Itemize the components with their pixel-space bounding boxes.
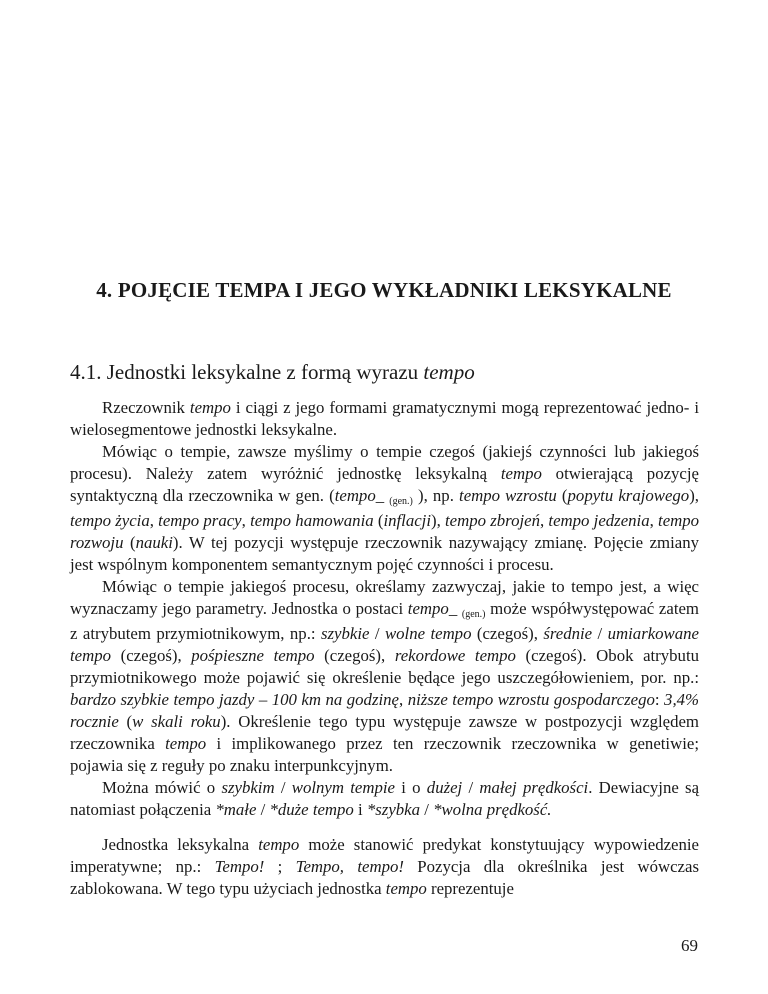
paragraph <box>70 777 699 821</box>
paragraph <box>70 397 699 441</box>
body-text <box>70 397 699 900</box>
italic-text: dużej <box>426 778 463 797</box>
text-run: , <box>241 511 251 530</box>
italic-text: nauki <box>135 533 173 552</box>
text-run: ). W tej pozycji występuje rzeczownik nazywający zmianę. Pojęcie zmiany jest wspólnym komponentem semantycznym pojęć czynności i procesu. <box>70 533 699 574</box>
italic-text: Tempo! <box>214 857 265 876</box>
italic-text: Tempo, tempo! <box>295 857 404 876</box>
text-run: Mówiąc o tempie, zawsze myślimy o tempie czegoś (jakiejś czynności lub jakiegoś procesu). Należy zatem wyróżnić jednostkę leksykalną <box>70 442 699 483</box>
italic-text: inflacji <box>383 511 431 530</box>
italic-text: tempo wzrostu <box>459 486 557 505</box>
paragraph <box>70 834 699 900</box>
italic-text: *duże tempo <box>269 800 354 819</box>
text-run: ( <box>118 712 133 731</box>
text-run: Można mówić o <box>102 778 222 797</box>
text-run: może stanowić predykat konstytuujący wypowiedzenie imperatywne; np.: <box>70 835 699 876</box>
italic-text: *wolna prędkość. <box>433 800 552 819</box>
italic-text: tempo <box>385 879 427 898</box>
italic-text: tempo <box>258 835 300 854</box>
italic-text: tempo jedzenia <box>548 511 650 530</box>
text-run: / <box>369 624 385 643</box>
text-run: _ <box>448 599 462 618</box>
section-title <box>70 360 475 385</box>
italic-text: tempo pracy <box>158 511 242 530</box>
text-run: ). Określenie tego typu występuje zawsze w postpozycji względem rzeczownika <box>70 712 699 753</box>
italic-text: *szybka <box>366 800 421 819</box>
text-run: Rzeczownik <box>102 398 190 417</box>
text-run: / <box>420 800 434 819</box>
text-run: Mówiąc o tempie jakiegoś procesu, określamy zazwyczaj, jakie to tempo jest, a więc wyznaczamy jego parametry. Jednostka o postaci <box>70 577 699 618</box>
paragraph <box>70 441 699 576</box>
page-number: 69 <box>681 936 698 955</box>
italic-text: popytu krajowego <box>567 486 690 505</box>
italic-text: 3,4% rocznie <box>70 690 700 731</box>
italic-text: małej prędkości <box>479 778 589 797</box>
text-run: ), <box>689 486 699 505</box>
italic-text: tempo hamowania <box>250 511 374 530</box>
text-run: _ <box>375 486 390 505</box>
italic-text: tempo <box>500 464 542 483</box>
text-run: ; <box>264 857 296 876</box>
text-run: (czegoś). Obok atrybutu przymiotnikowego może pojawić się określenie będące jego uszczegółowieniem, por. np.: <box>70 646 699 687</box>
text-run: ), <box>431 511 446 530</box>
italic-text: wolne tempo <box>384 624 472 643</box>
section-title-text: 4.1. Jednostki leksykalne z formą wyrazu <box>70 360 424 384</box>
text-run: : <box>654 690 665 709</box>
italic-text: tempo życia <box>70 511 150 530</box>
italic-text: tempo <box>165 734 207 753</box>
text-run: , <box>539 511 549 530</box>
text-run: reprezentuje <box>426 879 514 898</box>
text-run: , <box>398 690 408 709</box>
text-run: Pozycja dla określnika jest wówczas zablokowana. W tego typu użyciach jednostka <box>70 857 699 898</box>
text-run: ( <box>123 533 136 552</box>
text-run: może współwystępować zatem z atrybutem przymiotnikowym, np.: <box>70 599 699 643</box>
text-run: i implikowanego przez ten rzeczownik rzeczownika w genetiwie; pojawia się z reguły po znaku interpunkcyjnym. <box>70 734 699 775</box>
italic-text: szybkie <box>320 624 370 643</box>
italic-text: niższe tempo wzrostu gospodarczego <box>407 690 655 709</box>
text-run: , <box>649 511 659 530</box>
italic-text: średnie <box>543 624 593 643</box>
paragraph <box>70 576 699 777</box>
text-run: , <box>149 511 159 530</box>
italic-text: pośpieszne tempo <box>191 646 315 665</box>
subscript-text: (gen.) <box>389 496 413 507</box>
text-run: otwierającą pozycję syntaktyczną dla rzeczownika w gen. ( <box>70 464 699 505</box>
text-run: / <box>274 778 292 797</box>
text-run: i ciągi z jego formami gramatycznymi mogą reprezentować jedno- i wielosegmentowe jednostki leksykalne. <box>70 398 699 439</box>
chapter-title: 4. POJĘCIE TEMPA I JEGO WYKŁADNIKI LEKSYKALNE <box>96 278 672 302</box>
text-run: (czegoś), <box>471 624 544 643</box>
subscript-text: (gen.) <box>461 609 486 620</box>
text-run: / <box>462 778 480 797</box>
italic-text: w skali roku <box>132 712 221 731</box>
text-run: i o <box>394 778 427 797</box>
italic-text: wolnym tempie <box>291 778 395 797</box>
italic-text: *małe <box>215 800 257 819</box>
text-run: i <box>353 800 367 819</box>
text-run: ), np. <box>412 486 460 505</box>
italic-text: umiarkowane tempo <box>70 624 699 665</box>
text-run: ( <box>556 486 568 505</box>
italic-text: tempo <box>334 486 376 505</box>
text-run: / <box>256 800 270 819</box>
italic-text: tempo rozwoju <box>70 511 700 552</box>
text-run: (czegoś), <box>111 646 192 665</box>
text-run: . Dewiacyjne są natomiast połączenia <box>70 778 700 819</box>
italic-text: bardzo szybkie tempo jazdy – 100 km na godzinę <box>70 690 399 709</box>
text-run: (czegoś), <box>314 646 395 665</box>
section-title-italic: tempo <box>423 360 475 384</box>
italic-text: tempo <box>189 398 231 417</box>
text-run: ( <box>373 511 384 530</box>
italic-text: tempo <box>407 599 449 618</box>
italic-text: rekordowe tempo <box>394 646 516 665</box>
italic-text: tempo zbrojeń <box>445 511 540 530</box>
text-run: Jednostka leksykalna <box>102 835 259 854</box>
italic-text: szybkim <box>221 778 275 797</box>
text-run: / <box>592 624 608 643</box>
